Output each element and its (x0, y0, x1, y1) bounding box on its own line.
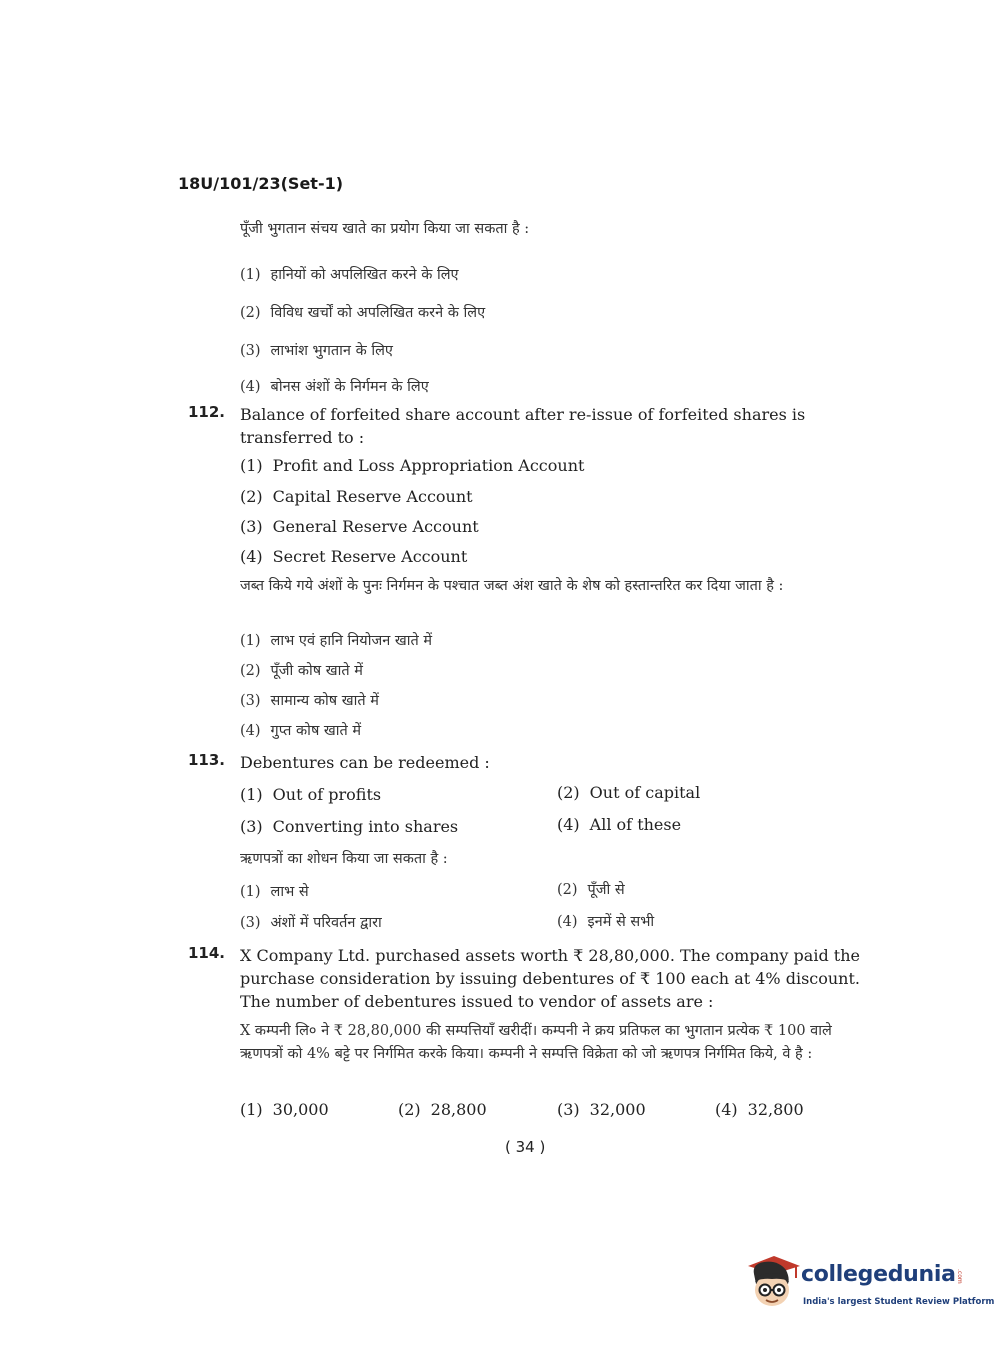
q114-option-3: (3) 32,000 (557, 1100, 646, 1119)
brand-tagline: India's largest Student Review Platform (803, 1297, 995, 1307)
q112-question-hi: जब्त किये गये अंशों के पुनः निर्गमन के पश्चात जब्त अंश खाते के शेष को हस्तान्तरित कर दिया जाता है : (240, 578, 784, 594)
brand-name: collegedunia (801, 1262, 956, 1287)
q114-option-2: (2) 28,800 (398, 1100, 487, 1119)
q113-option-2: (2) Out of capital (557, 783, 701, 802)
paper-code: 18U/101/23(Set-1) (178, 174, 344, 193)
q114-option-1: (1) 30,000 (240, 1100, 329, 1119)
q113-option-4: (4) All of these (557, 815, 682, 834)
question-number: 114. (188, 944, 226, 962)
q112-option-1: (1) Profit and Loss Appropriation Account (240, 456, 585, 475)
q113-option-1: (1) Out of profits (240, 785, 382, 804)
q113-question-hi: ऋणपत्रों का शोधन किया जा सकता है : (240, 851, 448, 867)
q114-question-hi: X कम्पनी लि० ने ₹ 28,80,000 की सम्पत्तियाँ खरीदीं। कम्पनी ने क्रय प्रतिफल का भुगतान प्रत्येक ₹ 100 वाले ऋणपत्रों को 4% बट्टे पर निर्गमित करके किया। कम्पनी ने सम्पत्ति विक्रेता को जो ऋणपत्र निर्गमित किये, वे है : (240, 1023, 832, 1062)
mascot-icon (744, 1252, 802, 1314)
q113-option-3-hi: (3) अंशों में परिवर्तन द्वारा (240, 915, 382, 931)
brand-suffix: .com (956, 1269, 963, 1284)
q112-option-4: (4) Secret Reserve Account (240, 547, 468, 566)
q111-option-3-hi: (3) लाभांश भुगतान के लिए (240, 343, 393, 359)
q113-option-2-hi: (2) पूँजी से (557, 882, 625, 898)
q112-option-2-hi: (2) पूँजी कोष खाते में (240, 663, 363, 679)
question-number: 112. (188, 403, 226, 421)
q111-option-4-hi: (4) बोनस अंशों के निर्गमन के लिए (240, 379, 429, 395)
q111-question-hi: पूँजी भुगतान संचय खाते का प्रयोग किया जा सकता है : (240, 221, 530, 237)
question-114 (188, 944, 868, 1013)
q112-question-en: Balance of forfeited share account after re-issue of forfeited shares is transferred to : (240, 405, 806, 447)
q111-option-1-hi: (1) हानियों को अपलिखित करने के लिए (240, 267, 459, 283)
question-112 (188, 403, 868, 449)
q112-option-1-hi: (1) लाभ एवं हानि नियोजन खाते में (240, 633, 433, 649)
q113-question-en: Debentures can be redeemed : (240, 753, 490, 772)
q113-option-3: (3) Converting into shares (240, 817, 459, 836)
q113-option-1-hi: (1) लाभ से (240, 884, 309, 900)
collegedunia-logo (744, 1252, 995, 1314)
q113-option-4-hi: (4) इनमें से सभी (557, 914, 655, 930)
q112-option-3-hi: (3) सामान्य कोष खाते में (240, 693, 379, 709)
q112-option-3: (3) General Reserve Account (240, 517, 479, 536)
q112-option-4-hi: (4) गुप्त कोष खाते में (240, 723, 362, 739)
q111-option-2-hi: (2) विविध खर्चों को अपलिखित करने के लिए (240, 305, 486, 321)
q112-option-2: (2) Capital Reserve Account (240, 487, 473, 506)
question-number: 113. (188, 751, 226, 769)
page-number: ( 34 ) (505, 1138, 546, 1156)
q114-option-4: (4) 32,800 (715, 1100, 804, 1119)
q114-question-en: X Company Ltd. purchased assets worth ₹ 28,80,000. The company paid the purchase consideration by issuing debentures of ₹ 100 each at 4% discount. The number of debentures issued to vendor of assets are : (240, 946, 860, 1011)
question-113 (188, 751, 868, 774)
